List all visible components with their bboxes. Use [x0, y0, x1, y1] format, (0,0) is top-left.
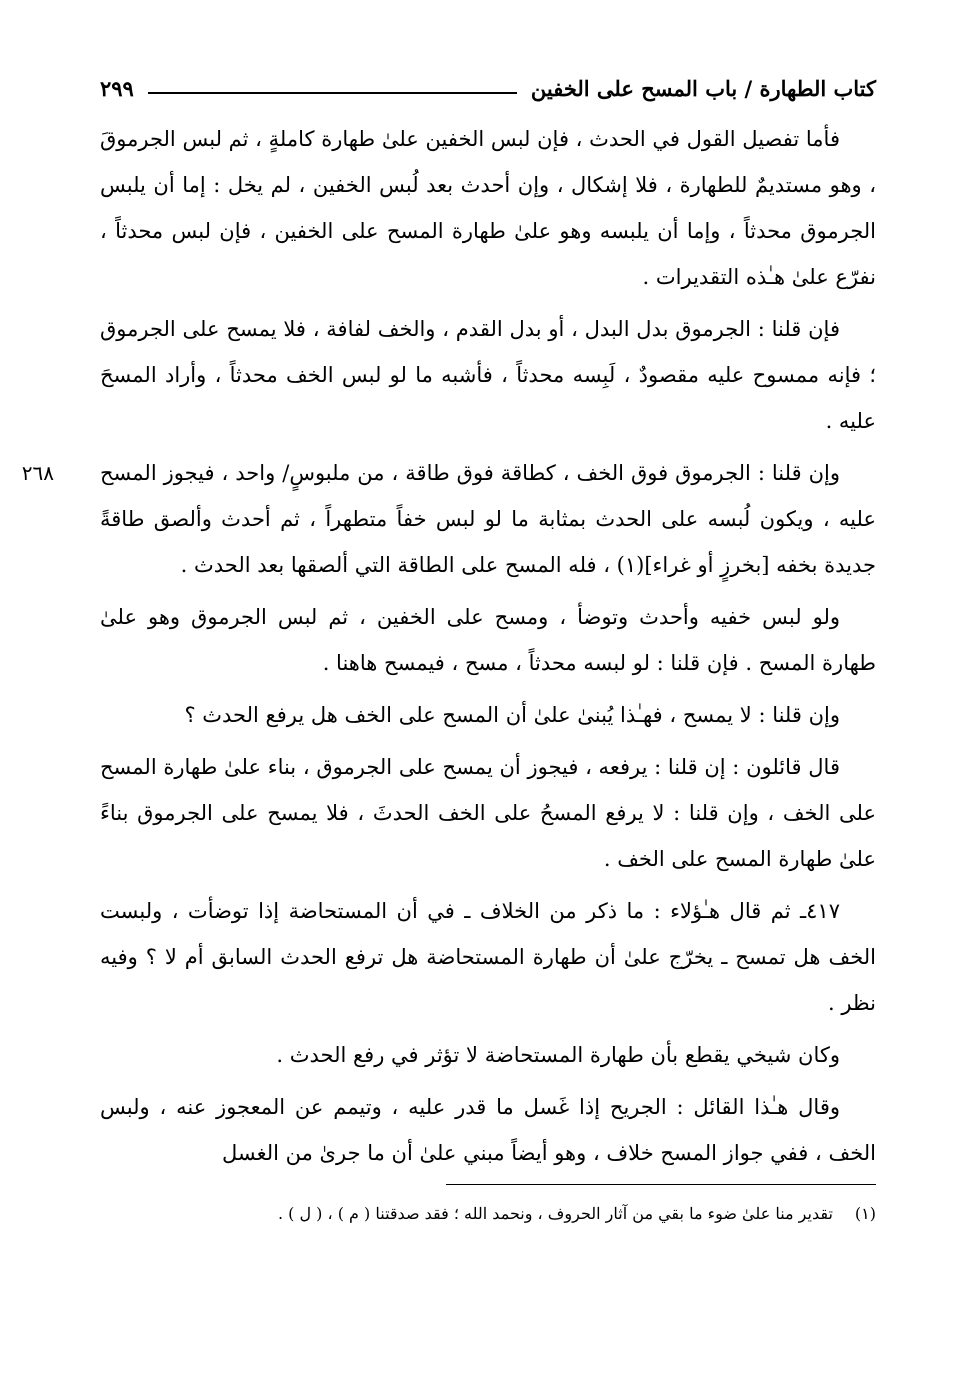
- document-page: [21, 70, 876, 1229]
- footnote-number: (١): [854, 1204, 876, 1223]
- paragraph-text: وإن قلنا : الجرموق فوق الخف ، كطاقة فوق طاقة ، من ملبوسٍ/ واحد ، فيجوز المسح عليه ، ويكون لُبسه على الحدث بمثابة ما لو لبس خفاً متطهراً ، ثم أحدث وألصق طاقةً جديدة بخفه [بخرزٍ أو غراء](١) ، فله المسح على الطاقة التي ألصقها بعد الحدث .: [100, 461, 876, 577]
- footnote: [100, 1199, 876, 1229]
- paragraph: وقال هـٰذا القائل : الجريح إذا غَسل ما قدر عليه ، وتيمم عن المعجوز عنه ، ولبس الخف ، ففي جواز المسح خلاف ، وهو أيضاً مبني علىٰ أن ما جرىٰ من الغسل: [100, 1095, 876, 1165]
- page-number: ٢٩٩: [100, 75, 134, 101]
- paragraph: فإن قلنا : الجرموق بدل البدل ، أو بدل القدم ، والخف لفافة ، فلا يمسح على الجرموق ؛ فإنه ممسوح عليه مقصودٌ ، لَبِسه محدثاً ، فأشبه ما لو لبس الخف محدثاً ، وأراد المسحَ عليه .: [100, 317, 876, 433]
- main-text: [21, 116, 876, 1176]
- paragraph: ٤١٧ـ ثم قال هـٰؤلاء : ما ذكر من الخلاف ـ في أن المستحاضة إذا توضأت ، ولبست الخف هل تمسح ـ يخرّج علىٰ أن طهارة المستحاضة هل ترفع الحدث السابق أم لا ؟ وفيه نظر .: [100, 899, 876, 1015]
- paragraph: فأما تفصيل القول في الحدث ، فإن لبس الخفين علىٰ طهارة كاملةٍ ، ثم لبس الجرموقَ ، وهو مستديمٌ للطهارة ، فلا إشكال ، وإن أحدث بعد لُبس الخفين ، لم يخل : إما أن يلبس الجرموق محدثاً ، وإما أن يلبسه وهو علىٰ طهارة المسح على الخفين ، فإن لبس محدثاً ، نفرّع علىٰ هـٰذه التقديرات .: [100, 127, 876, 289]
- paragraph: ولو لبس خفيه وأحدث وتوضأ ، ومسح على الخفين ، ثم لبس الجرموق وهو علىٰ طهارة المسح . فإن قلنا : لو لبسه محدثاً ، مسح ، فيمسح هاهنا .: [100, 605, 876, 675]
- paragraph: وإن قلنا : لا يمسح ، فهـٰذا يُبنىٰ علىٰ أن المسح على الخف هل يرفع الحدث ؟: [184, 703, 840, 727]
- paragraph: وكان شيخي يقطع بأن طهارة المستحاضة لا تؤثر في رفع الحدث .: [276, 1043, 840, 1067]
- running-header: [100, 70, 876, 106]
- margin-reference: ٢٦٨: [21, 461, 54, 485]
- book-title: كتاب الطهارة / باب المسح على الخفين: [530, 75, 876, 101]
- footnote-separator: [446, 1184, 876, 1185]
- header-rule: [148, 92, 517, 94]
- paragraph-with-margin-ref: [21, 450, 876, 588]
- footnote-text: تقدير منا علىٰ ضوء ما بقي من آثار الحروف ، ونحمد الله ؛ فقد صدقتنا ( م ) ، ( ل ) .: [277, 1204, 833, 1223]
- paragraph: قال قائلون : إن قلنا : يرفعه ، فيجوز أن يمسح على الجرموق ، بناء علىٰ طهارة المسح على الخف ، وإن قلنا : لا يرفع المسحُ على الخف الحدثَ ، فلا يمسح على الجرموق بناءً علىٰ طهارة المسح على الخف .: [100, 755, 876, 871]
